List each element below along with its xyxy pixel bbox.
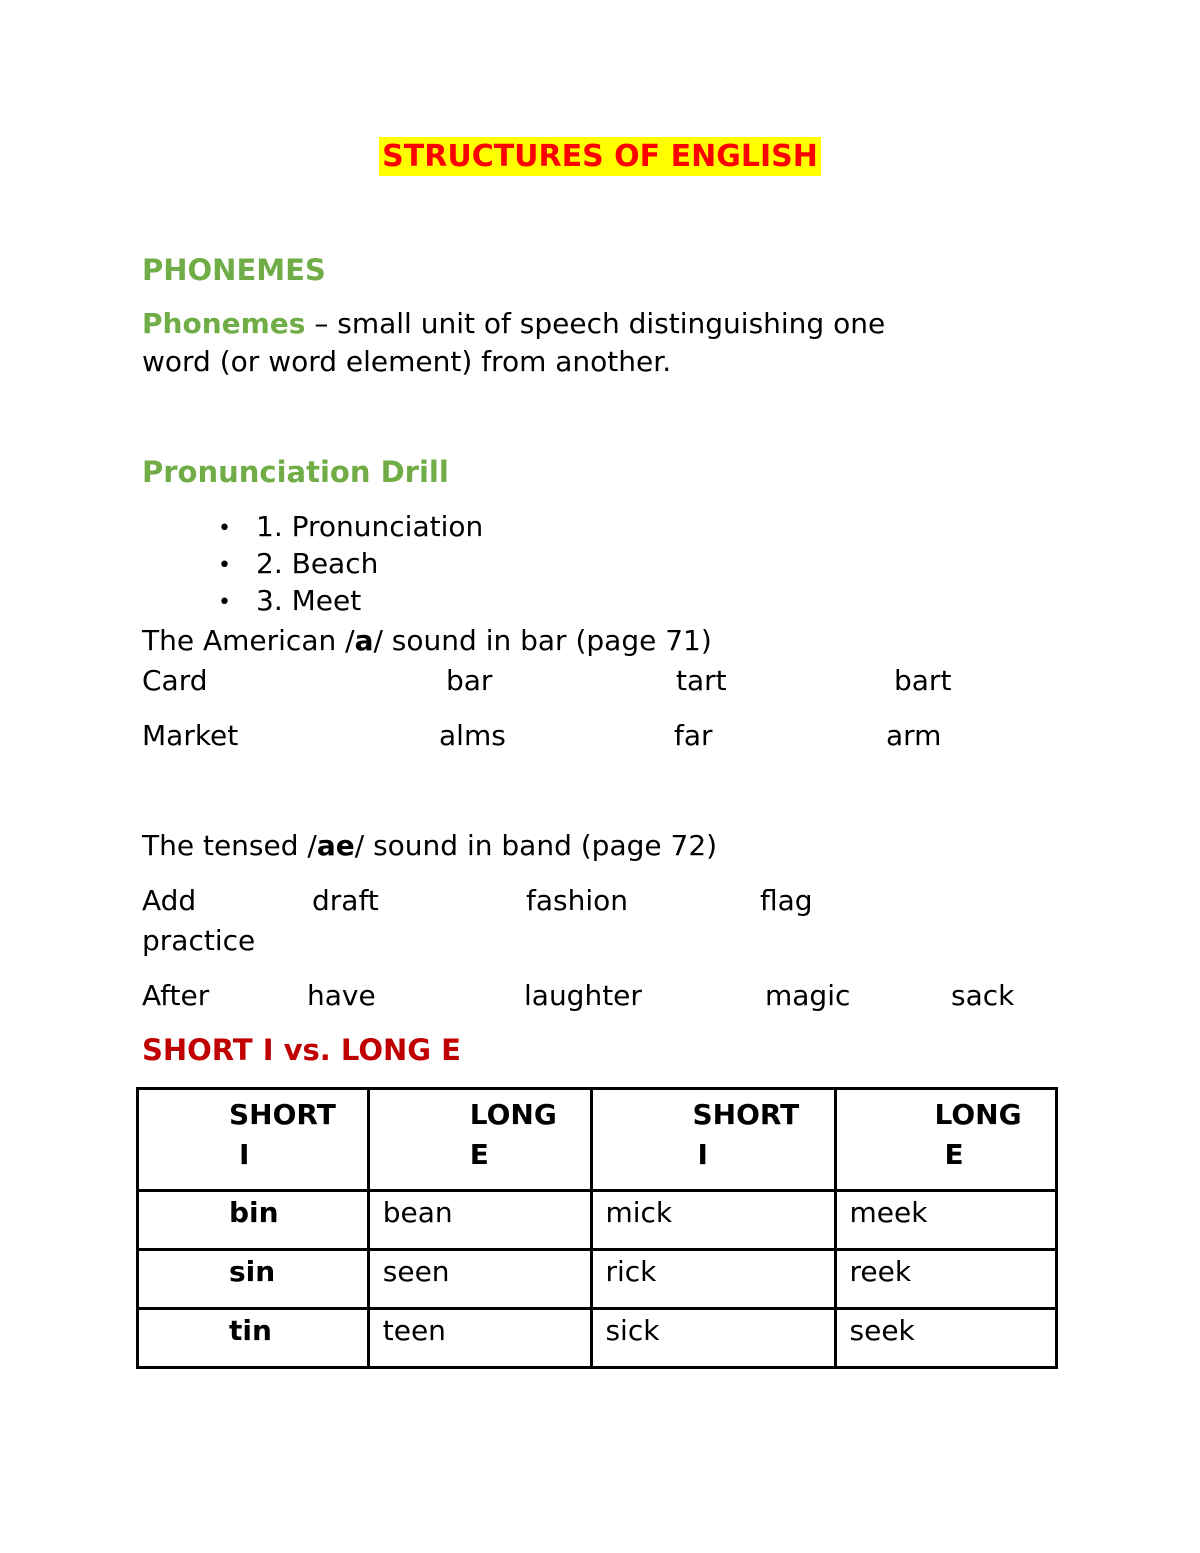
table-cell: sick — [592, 1309, 835, 1368]
table-cell: seen — [368, 1250, 592, 1309]
table-cell: mick — [592, 1191, 835, 1250]
american-a-word: Market — [142, 719, 239, 752]
tensed-ae-word: Add — [142, 884, 197, 917]
bullet-icon: • — [218, 590, 231, 615]
american-a-word: bart — [894, 664, 952, 697]
table-cell: teen — [368, 1309, 592, 1368]
american-a-word: arm — [886, 719, 942, 752]
definition-term: Phonemes — [142, 307, 306, 340]
table-cell: rick — [592, 1250, 835, 1309]
short-long-table — [136, 1087, 1058, 1369]
tensed-ae-word: draft — [312, 884, 379, 917]
table-header-cell: LONG E — [835, 1089, 1057, 1191]
american-a-word: alms — [439, 719, 506, 752]
section-heading-short-long: SHORT I vs. LONG E — [142, 1033, 461, 1067]
tensed-ae-word: fashion — [526, 884, 629, 917]
american-a-word: far — [674, 719, 713, 752]
section-heading-drill: Pronunciation Drill — [142, 455, 449, 489]
definition-text-1: – small unit of speech distinguishing one — [305, 307, 886, 340]
table-cell: bin — [138, 1191, 369, 1250]
drill-item-1: 1. Pronunciation — [256, 510, 484, 543]
tensed-ae-word: have — [307, 979, 376, 1012]
table-cell: meek — [835, 1191, 1057, 1250]
table-row — [138, 1250, 1057, 1309]
table-row — [138, 1309, 1057, 1368]
table-cell: sin — [138, 1250, 369, 1309]
american-a-word: tart — [676, 664, 727, 697]
drill-item-3: 3. Meet — [256, 584, 362, 617]
tensed-ae-word: flag — [760, 884, 813, 917]
definition-line-1 — [142, 307, 886, 340]
tensed-ae-word: sack — [951, 979, 1015, 1012]
table-header-cell: LONG E — [368, 1089, 592, 1191]
bullet-icon: • — [218, 553, 231, 578]
tensed-ae-heading: The tensed /ae/ sound in band (page 72) — [142, 829, 718, 862]
bullet-icon: • — [218, 516, 231, 541]
table-cell: seek — [835, 1309, 1057, 1368]
american-a-word: bar — [446, 664, 493, 697]
tensed-ae-word: practice — [142, 924, 256, 957]
table-cell: bean — [368, 1191, 592, 1250]
table-header-cell: SHORT I — [138, 1089, 369, 1191]
tensed-ae-word: magic — [765, 979, 851, 1012]
table-cell: tin — [138, 1309, 369, 1368]
american-a-word: Card — [142, 664, 208, 697]
section-heading-phonemes: PHONEMES — [142, 253, 326, 287]
definition-line-2: word (or word element) from another. — [142, 345, 672, 378]
tensed-ae-word: laughter — [524, 979, 642, 1012]
table-row — [138, 1191, 1057, 1250]
table-header-cell: SHORT I — [592, 1089, 835, 1191]
tensed-ae-word: After — [142, 979, 210, 1012]
american-a-heading: The American /a/ sound in bar (page 71) — [142, 624, 712, 657]
page-title: STRUCTURES OF ENGLISH — [0, 142, 1200, 172]
drill-item-2: 2. Beach — [256, 547, 379, 580]
table-header-row — [138, 1089, 1057, 1191]
table-cell: reek — [835, 1250, 1057, 1309]
